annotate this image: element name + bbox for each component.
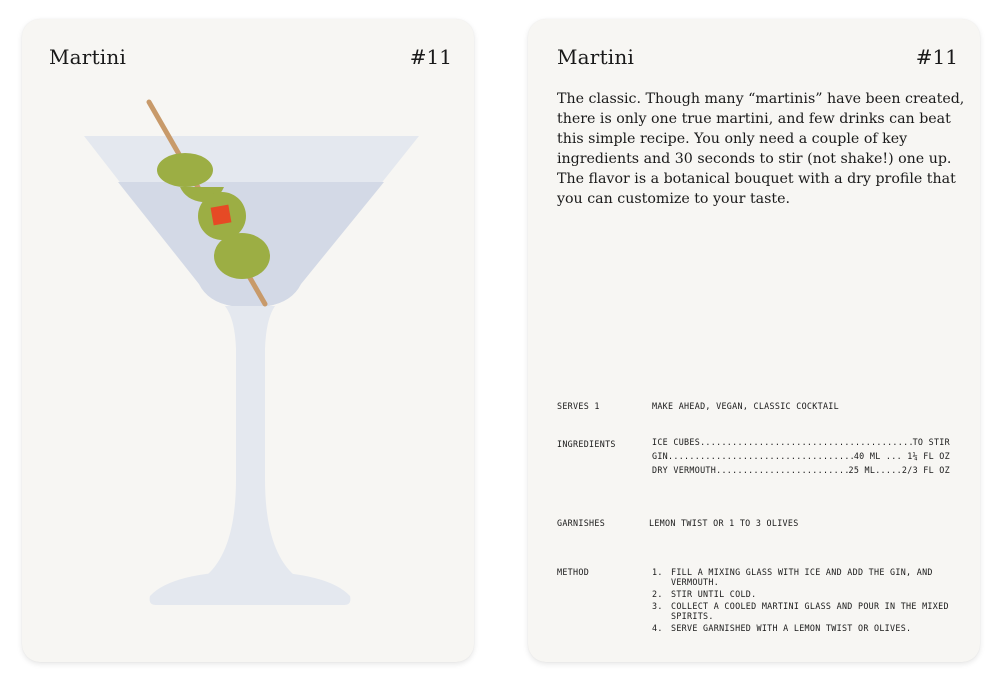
- ingredient-row: [652, 435, 950, 449]
- leader-dots: [716, 463, 848, 477]
- glass-base: [150, 571, 351, 605]
- ingredient-amount: 25 ML.....2/3 FL OZ: [848, 465, 950, 475]
- olive-3: [214, 233, 270, 279]
- garnishes-label: GARNISHES: [557, 518, 606, 528]
- olive-1: [157, 153, 213, 187]
- card-back-number: #11: [915, 45, 958, 69]
- method-step: 1. FILL A MIXING GLASS WITH ICE AND ADD THE GIN, AND VERMOUTH.: [652, 567, 933, 587]
- ingredient-row: [652, 449, 950, 463]
- ingredients-label: INGREDIENTS: [557, 439, 616, 449]
- ingredient-name: ICE CUBES: [652, 437, 701, 447]
- ingredient-name: GIN: [652, 451, 669, 461]
- card-back-title: Martini: [557, 45, 635, 69]
- garnishes-value: LEMON TWIST OR 1 TO 3 OLIVES: [649, 518, 799, 528]
- ingredient-row: [652, 463, 950, 477]
- olive-pimento: [211, 205, 232, 226]
- ingredient-name: DRY VERMOUTH: [652, 465, 717, 475]
- card-front[interactable]: [22, 19, 474, 662]
- glass-stem: [207, 306, 294, 575]
- martini-glass-illustration: [22, 19, 474, 662]
- ingredient-amount: TO STIR: [912, 437, 950, 447]
- method-steps: [652, 567, 952, 635]
- card-front-number: #11: [409, 45, 452, 69]
- leader-dots: [668, 449, 854, 463]
- card-back[interactable]: [528, 19, 980, 662]
- ingredient-amount: 40 ML ... 1¼ FL OZ: [853, 451, 950, 461]
- serves-label: SERVES 1: [557, 401, 600, 411]
- method-step: 2. STIR UNTIL COLD.: [652, 589, 757, 599]
- leader-dots: [700, 435, 913, 449]
- method-step: 4. SERVE GARNISHED WITH A LEMON TWIST OR OLIVES.: [652, 623, 912, 633]
- recipe-description: The classic. Though many “martinis” have been created, there is only one true martini, and few drinks can beat this simple recipe. You only need a couple of key ingredients and 30 seconds to stir (not shake!) one up. The flavor is a botanical bouquet with a dry profile that you can customize to your taste.: [557, 91, 965, 207]
- method-step: 3. COLLECT A COOLED MARTINI GLASS AND POUR IN THE MIXED SPIRITS.: [652, 601, 949, 621]
- ingredients-list: [652, 435, 952, 477]
- recipe-tags: MAKE AHEAD, VEGAN, CLASSIC COCKTAIL: [652, 401, 839, 411]
- card-front-title: Martini: [49, 45, 127, 69]
- method-label: METHOD: [557, 567, 590, 577]
